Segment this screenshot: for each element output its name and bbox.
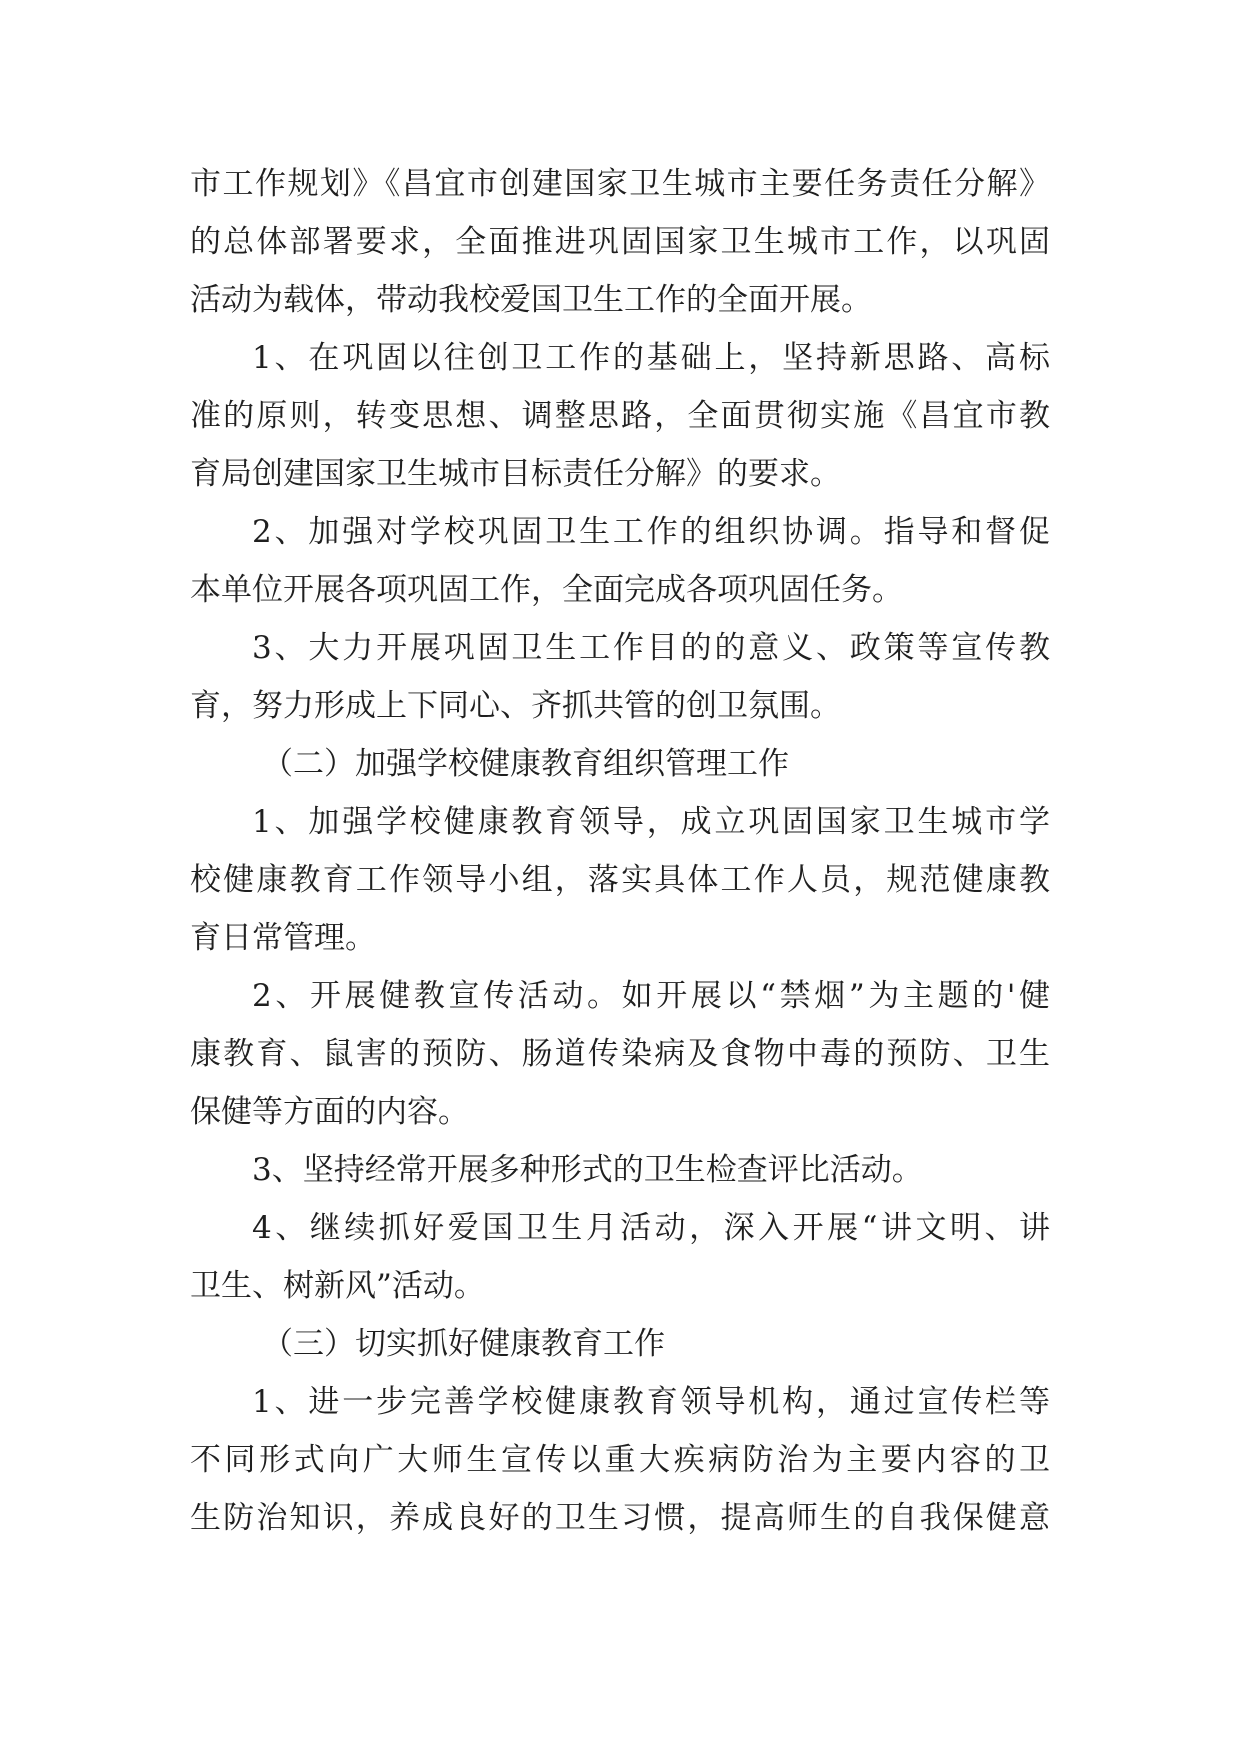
body-text-line: 育，努力形成上下同心、齐抓共管的创卫氛围。	[190, 688, 841, 724]
section-heading: （三）切实抓好健康教育工作	[262, 1326, 665, 1362]
list-item-text: 2、加强对学校巩固卫生工作的组织协调。指导和督促	[252, 514, 1050, 550]
body-text-line: 校健康教育工作领导小组，落实具体工作人员，规范健康教	[190, 862, 1050, 898]
list-item-text: 2、开展健教宣传活动。如开展以“禁烟”为主题的'健	[252, 978, 1050, 1014]
body-text-line: 的总体部署要求，全面推进巩固国家卫生城市工作，以巩固	[190, 224, 1050, 260]
body-text-line: 康教育、鼠害的预防、肠道传染病及食物中毒的预防、卫生	[190, 1036, 1050, 1072]
body-text-line: 育局创建国家卫生城市目标责任分解》的要求。	[190, 456, 841, 492]
section-heading: （二）加强学校健康教育组织管理工作	[262, 746, 789, 782]
body-text-line: 保健等方面的内容。	[190, 1094, 469, 1130]
body-text-line: 活动为载体，带动我校爱国卫生工作的全面开展。	[190, 282, 872, 318]
body-text-line: 本单位开展各项巩固工作，全面完成各项巩固任务。	[190, 572, 903, 608]
list-item-text: 1、进一步完善学校健康教育领导机构，通过宣传栏等	[252, 1384, 1050, 1420]
body-text-line: 不同形式向广大师生宣传以重大疾病防治为主要内容的卫	[190, 1442, 1050, 1478]
body-text-line: 育日常管理。	[190, 920, 376, 956]
body-text-line: 准的原则，转变思想、调整思路，全面贯彻实施《昌宜市教	[190, 398, 1050, 434]
body-text-line: 卫生、树新风”活动。	[190, 1268, 485, 1304]
list-item-text: 3、坚持经常开展多种形式的卫生检查评比活动。	[252, 1152, 923, 1188]
list-item-text: 4、继续抓好爱国卫生月活动，深入开展“讲文明、讲	[252, 1210, 1050, 1246]
list-item-text: 1、加强学校健康教育领导，成立巩固国家卫生城市学	[252, 804, 1050, 840]
body-text-line: 市工作规划》《昌宜市创建国家卫生城市主要任务责任分解》	[190, 166, 1050, 202]
list-item-text: 1、在巩固以往创卫工作的基础上，坚持新思路、高标	[252, 340, 1050, 376]
list-item-text: 3、大力开展巩固卫生工作目的的意义、政策等宣传教	[252, 630, 1050, 666]
body-text-line: 生防治知识，养成良好的卫生习惯，提高师生的自我保健意	[190, 1500, 1050, 1536]
